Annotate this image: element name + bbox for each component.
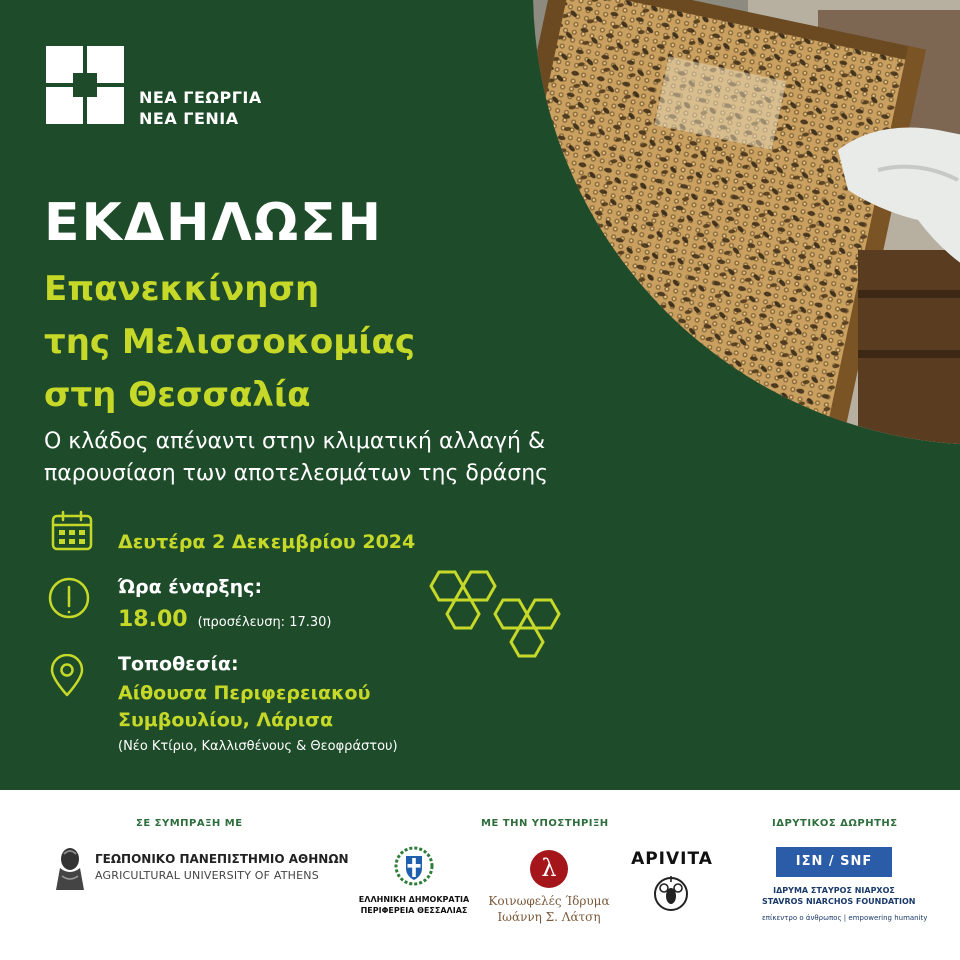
venue — [118, 680, 370, 734]
beekeeping-photo — [518, 0, 960, 460]
founding-heading: ΙΔΡΥΤΙΚΟΣ ΔΩΡΗΤΗΣ — [772, 818, 898, 829]
event-subtitle — [44, 426, 664, 490]
latsis-name-line: Ιωάννη Σ. Λάτση — [497, 910, 601, 924]
event-date: Δευτέρα 2 Δεκεμβρίου 2024 — [118, 531, 416, 553]
region-line: ΕΛΛΗΝΙΚΗ ΔΗΜΟΚΡΑΤΙΑ — [358, 895, 470, 904]
event-title-line: στη Θεσσαλία — [44, 375, 311, 415]
honeycomb-icon — [428, 566, 573, 681]
start-time-label: Ώρα έναρξης: — [118, 576, 263, 598]
location-pin-icon — [45, 654, 89, 698]
university-name-english: AGRICULTURAL UNIVERSITY OF ATHENS — [95, 869, 319, 882]
greek-republic-emblem-icon — [394, 846, 434, 886]
clock-icon — [47, 576, 91, 620]
event-title — [44, 263, 415, 422]
region-line: ΠΕΡΙΦΕΡΕΙΑ ΘΕΣΣΑΛΙΑΣ — [360, 906, 468, 915]
university-emblem-icon — [52, 846, 88, 892]
apivita-logo: APIVITA — [631, 849, 713, 869]
latsis-logo-icon: λ — [530, 850, 568, 888]
apivita-bee-emblem-icon — [652, 874, 690, 912]
brand-name — [139, 87, 262, 129]
venue-line: Συμβουλίου, Λάρισα — [118, 709, 334, 731]
latsis-name-line: Κοινωφελές Ίδρυμα — [488, 894, 610, 908]
start-time-value: 18.00 — [118, 607, 188, 632]
brand-name-line: ΝΕΑ ΓΕΩΡΓΙΑ — [139, 88, 262, 107]
location-label: Τοποθεσία: — [118, 653, 239, 675]
venue-address: (Νέο Κτίριο, Καλλισθένους & Θεοφράστου) — [118, 739, 398, 754]
snf-tagline: επίκεντρο ο άνθρωπος | empowering humanity — [762, 914, 928, 922]
university-name-greek: ΓΕΩΠΟΝΙΚΟ ΠΑΝΕΠΙΣΤΗΜΙΟ ΑΘΗΝΩΝ — [95, 852, 349, 866]
event-subtitle-line: παρουσίαση των αποτελεσμάτων της δράσης — [44, 461, 549, 486]
partner-heading: ΣΕ ΣΥΜΠΡΑΞΗ ΜΕ — [136, 818, 243, 829]
venue-line: Αίθουσα Περιφερειακού — [118, 682, 371, 704]
snf-name-english: STAVROS NIARCHOS FOUNDATION — [762, 897, 916, 906]
event-subtitle-line: Ο κλάδος απέναντι στην κλιματική αλλαγή & — [44, 429, 546, 454]
start-time-row — [118, 607, 332, 632]
snf-logo-badge: ΙΣΝ / SNF — [776, 847, 892, 877]
event-label: ΕΚΔΗΛΩΣΗ — [44, 193, 384, 253]
quartered-square-logo — [46, 46, 124, 124]
support-heading: ΜΕ ΤΗΝ ΥΠΟΣΤΗΡΙΞΗ — [481, 818, 609, 829]
snf-name-greek: ΙΔΡΥΜΑ ΣΤΑΥΡΟΣ ΝΙΑΡΧΟΣ — [773, 886, 895, 895]
event-title-line: Επανεκκίνηση — [44, 269, 320, 309]
calendar-icon — [50, 509, 94, 553]
arrival-time: (προσέλευση: 17.30) — [197, 615, 332, 630]
event-title-line: της Μελισσοκομίας — [44, 322, 416, 362]
brand-name-line: ΝΕΑ ΓΕΝΙΑ — [139, 109, 239, 128]
